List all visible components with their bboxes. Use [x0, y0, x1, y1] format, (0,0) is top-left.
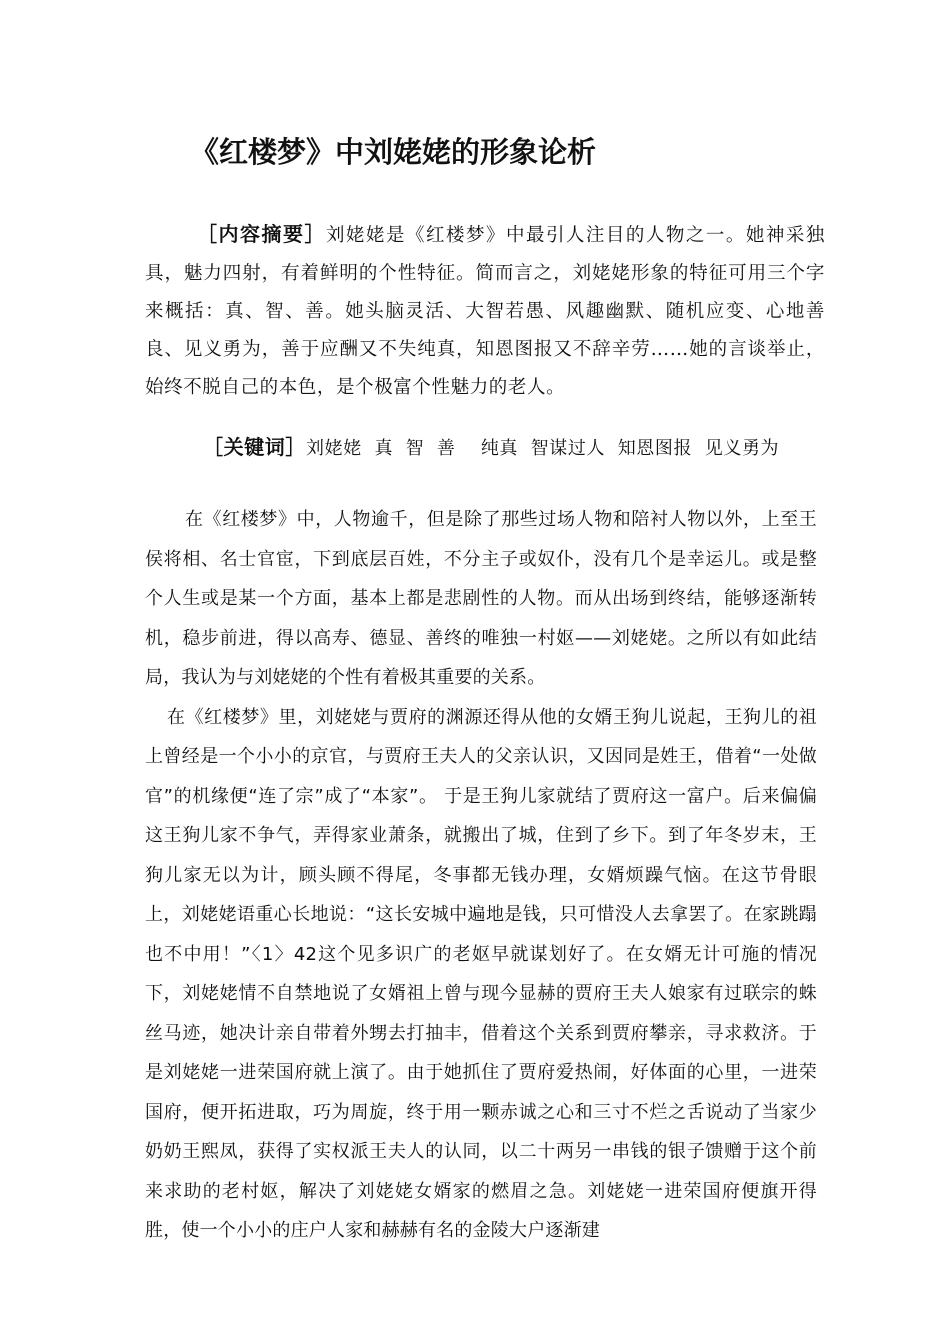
keywords-text: 刘姥姥 真 智 善 纯真 智谋过人 知恩图报 见义勇为	[306, 438, 780, 459]
body-text	[145, 500, 817, 1251]
abstract-text: 刘姥姥是《红楼梦》中最引人注目的人物之一。她神采独具，魅力四射，有着鲜明的个性特征。简而言之，刘姥姥形象的特征可用三个字来概括：真、智、善。她头脑灵活、大智若愚、风趣幽默、随机应变、心地善良、见义勇为，善于应酬又不失纯真，知恩图报又不辞辛劳……她的言谈举止，始终不脱自己的本色，是个极富个性魅力的老人。	[145, 225, 825, 398]
keywords-label: ［关键词］	[203, 435, 306, 459]
document-title: 《红楼梦》中刘姥姥的形象论析	[190, 135, 597, 169]
body-paragraph-1: 在《红楼梦》中，人物逾千，但是除了那些过场人物和陪衬人物以外，上至王侯将相、名士官宦，下到底层百姓，不分主子或奴仆，没有几个是幸运儿。或是整个人生或是某一个方面，基本上都是悲剧性的人物。而从出场到终结，能够逐渐转机，稳步前进，得以高寿、德显、善终的唯独一村妪——刘姥姥。之所以有如此结局，我认为与刘姥姥的个性有着极其重要的关系。	[145, 509, 817, 688]
keywords-line	[145, 428, 825, 468]
abstract-label: ［内容摘要］	[197, 222, 326, 246]
body-paragraph-2: 在《红楼梦》里，刘姥姥与贾府的渊源还得从他的女婿王狗儿说起，王狗儿的祖上曾经是一个小小的京官，与贾府王夫人的父亲认识，又因同是姓王，借着“一处做官”的机缘便“连了宗”成了“本家”。 于是王狗儿家就结了贾府这一富户。后来偏偏这王狗儿家不争气，弄得家业萧条，就搬出了城，住到了乡下。到了年冬岁末，王狗儿家无以为计，顾头顾不得尾，冬事都无钱办理，女婿烦躁气恼。在这节骨眼上，刘姥姥语重心长地说：“这长安城中遍地是钱，只可惜没人去拿罢了。在家跳蹋也不中用！”〈1〉42这个见多识广的老妪早就谋划好了。在女婿无计可施的情况下，刘姥姥情不自禁地说了女婿祖上曾与现今显赫的贾府王夫人娘家有过联宗的蛛丝马迹，她决计亲自带着外甥去打抽丰，借着这个关系到贾府攀亲，寻求救济。于是刘姥姥一进荣国府就上演了。由于她抓住了贾府爱热闹，好体面的心里，一进荣国府，便开拓进取，巧为周旋，终于用一颗赤诚之心和三寸不烂之舌说动了当家少奶奶王熙凤，获得了实权派王夫人的认同，以二十两另一串钱的银子馈赠于这个前来求助的老村妪，解决了刘姥姥女婿家的燃眉之急。刘姥姥一进荣国府便旗开得胜，使一个小小的庄户人家和赫赫有名的金陵大户逐渐建	[145, 706, 817, 1241]
abstract-paragraph	[145, 215, 825, 407]
